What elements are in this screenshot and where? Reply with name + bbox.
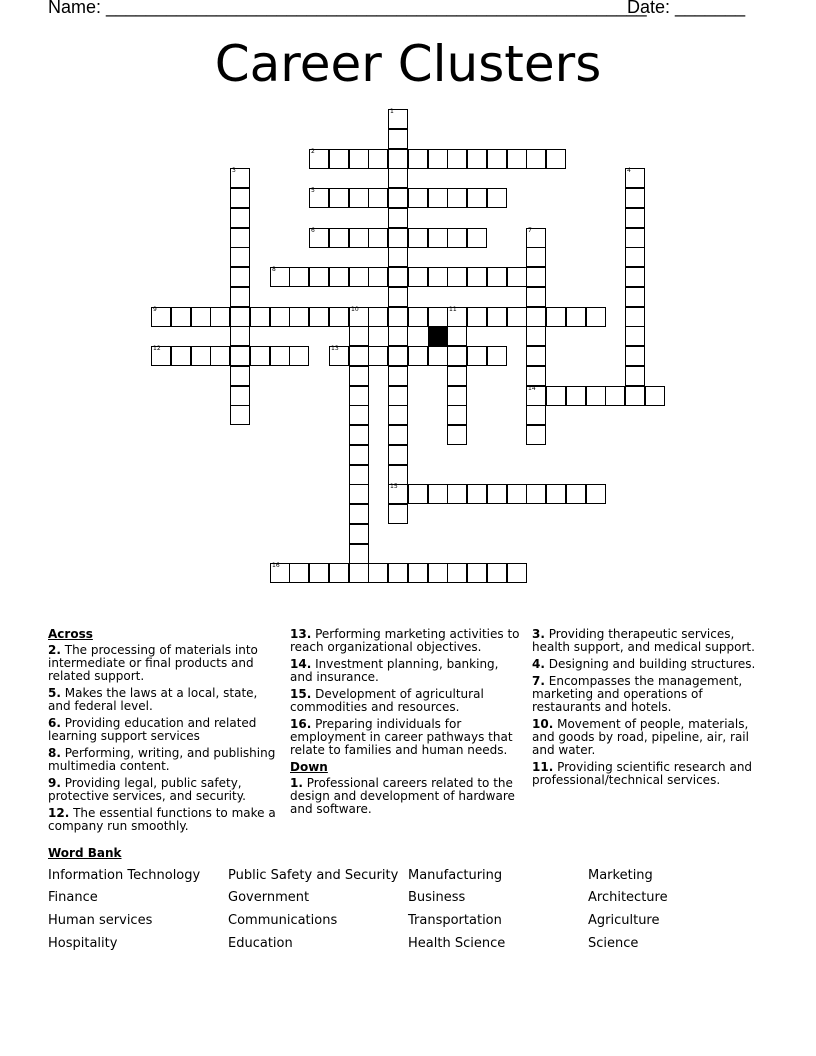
clue-across-5 [48,687,278,713]
grid-cell[interactable] [526,267,546,287]
grid-cell[interactable] [467,346,487,366]
grid-cell[interactable] [428,563,448,583]
grid-cell[interactable] [507,149,527,169]
grid-cell[interactable] [388,366,408,386]
grid-cell[interactable] [329,228,349,248]
grid-cell[interactable] [388,129,408,149]
grid-cell[interactable] [546,484,566,504]
grid-cell[interactable] [408,307,428,327]
word-bank-item: Science [588,936,639,951]
grid-cell[interactable] [270,267,290,287]
grid-cell[interactable] [349,346,369,366]
grid-cell[interactable] [349,267,369,287]
grid-cell[interactable] [230,247,250,267]
grid-cell[interactable] [349,425,369,445]
grid-cell[interactable] [210,346,230,366]
grid-cell[interactable] [526,366,546,386]
grid-cell[interactable] [625,386,645,406]
grid-cell[interactable] [349,405,369,425]
clue-number-label: 16 [272,562,280,569]
grid-cell[interactable] [388,208,408,228]
grid-cell[interactable] [408,484,428,504]
grid-cell[interactable] [447,405,467,425]
clue-across-14 [290,658,522,684]
grid-cell[interactable] [625,188,645,208]
clue-down-10 [532,718,758,757]
grid-cell[interactable] [586,386,606,406]
grid-cell[interactable] [408,149,428,169]
grid-cell[interactable] [447,563,467,583]
clue-number: 16. [290,717,312,731]
grid-cell[interactable] [230,188,250,208]
grid-cell[interactable] [289,307,309,327]
grid-cell[interactable] [625,307,645,327]
clue-number: 3. [532,627,545,641]
grid-cell[interactable] [289,267,309,287]
grid-cell[interactable] [526,484,546,504]
clue-number-label: 2 [311,148,315,155]
grid-cell[interactable] [349,307,369,327]
clue-column-2 [290,628,522,820]
grid-cell[interactable] [507,307,527,327]
grid-cell[interactable] [349,228,369,248]
grid-cell[interactable] [546,307,566,327]
grid-cell[interactable] [447,425,467,445]
grid-cell[interactable] [625,366,645,386]
clue-number-label: 5 [311,187,315,194]
grid-cell[interactable] [329,307,349,327]
word-bank-item: Transportation [408,913,502,928]
clue-across-2 [48,644,278,683]
grid-cell[interactable] [171,346,191,366]
across-heading: Across [48,627,93,641]
word-bank-item: Agriculture [588,913,660,928]
down-heading: Down [290,760,328,774]
grid-cell[interactable] [191,307,211,327]
grid-cell[interactable] [230,168,250,188]
grid-cell[interactable] [625,208,645,228]
grid-cell[interactable] [151,307,171,327]
grid-cell[interactable] [388,228,408,248]
clue-down-11 [532,761,758,787]
grid-cell[interactable] [388,267,408,287]
clue-number-label: 6 [311,227,315,234]
clue-text: Encompasses the management, marketing and operations of restaurants and hotels. [532,674,743,714]
grid-cell[interactable] [388,109,408,129]
clue-number-label: 14 [528,385,536,392]
grid-cell[interactable] [487,188,507,208]
grid-cell[interactable] [289,346,309,366]
grid-cell[interactable] [151,346,171,366]
word-bank-item: Education [228,936,293,951]
grid-cell[interactable] [388,445,408,465]
word-bank-item: Information Technology [48,868,201,883]
grid-cell[interactable] [329,188,349,208]
grid-cell[interactable] [368,228,388,248]
grid-cell[interactable] [289,563,309,583]
grid-cell[interactable] [368,307,388,327]
clue-text: Professional careers related to the design and development of hardware and software. [290,776,515,816]
grid-cell[interactable] [329,563,349,583]
clue-column-3 [532,628,758,791]
grid-cell[interactable] [388,425,408,445]
grid-cell[interactable] [368,346,388,366]
grid-cell[interactable] [526,307,546,327]
clue-down-3 [532,628,758,654]
grid-cell[interactable] [349,544,369,564]
grid-cell[interactable] [447,366,467,386]
clue-column-1 [48,628,278,837]
grid-cell[interactable] [447,228,467,248]
grid-cell[interactable] [230,405,250,425]
grid-cell[interactable] [625,168,645,188]
name-field[interactable]: Name: ______________________________________________________ [48,0,647,17]
clue-down-7 [532,675,758,714]
clue-across-13 [290,628,522,654]
grid-cell[interactable] [447,267,467,287]
clue-number: 4. [532,657,545,671]
clue-text: Providing legal, public safety, protective services, and security. [48,776,246,803]
blocked-cell [428,326,448,346]
grid-cell[interactable] [349,326,369,346]
grid-cell[interactable] [388,563,408,583]
grid-cell[interactable] [645,386,665,406]
grid-cell[interactable] [349,445,369,465]
word-bank-heading: Word Bank [48,846,122,860]
grid-cell[interactable] [625,326,645,346]
grid-cell[interactable] [309,149,329,169]
grid-cell[interactable] [526,228,546,248]
word-bank-item: Human services [48,913,153,928]
grid-cell[interactable] [388,504,408,524]
grid-cell[interactable] [368,267,388,287]
clue-number-label: 10 [351,306,359,313]
clue-text: Performing marketing activities to reach organizational objectives. [290,627,520,654]
grid-cell[interactable] [388,465,408,485]
clue-text: Designing and building structures. [548,657,756,671]
grid-cell[interactable] [447,188,467,208]
grid-cell[interactable] [230,208,250,228]
clue-down-1 [290,777,522,816]
grid-cell[interactable] [349,366,369,386]
grid-cell[interactable] [230,346,250,366]
grid-cell[interactable] [467,188,487,208]
grid-cell[interactable] [447,307,467,327]
grid-cell[interactable] [309,307,329,327]
clue-text: Providing scientific research and professional/technical services. [532,760,753,787]
grid-cell[interactable] [388,484,408,504]
grid-cell[interactable] [388,149,408,169]
grid-cell[interactable] [625,228,645,248]
clue-text: The processing of materials into intermediate or final products and related support. [48,643,258,683]
grid-cell[interactable] [507,563,527,583]
grid-cell[interactable] [309,228,329,248]
grid-cell[interactable] [428,228,448,248]
grid-cell[interactable] [625,267,645,287]
clue-text: Movement of people, materials, and goods by road, pipeline, air, rail and water. [532,717,749,757]
word-bank-item: Business [408,890,466,905]
grid-cell[interactable] [171,307,191,327]
grid-cell[interactable] [447,149,467,169]
clue-number: 1. [290,776,303,790]
grid-cell[interactable] [566,484,586,504]
grid-cell[interactable] [566,307,586,327]
clue-number-label: 8 [272,266,276,273]
grid-cell[interactable] [309,188,329,208]
clue-text: Makes the laws at a local, state, and federal level. [48,686,258,713]
grid-cell[interactable] [349,484,369,504]
grid-cell[interactable] [368,188,388,208]
grid-cell[interactable] [428,188,448,208]
clue-across-8 [48,747,278,773]
grid-cell[interactable] [447,326,467,346]
grid-cell[interactable] [546,386,566,406]
grid-cell[interactable] [605,386,625,406]
word-bank-item: Architecture [588,890,668,905]
grid-cell[interactable] [349,465,369,485]
clue-text: The essential functions to make a company run smoothly. [48,806,276,833]
clue-number: 10. [532,717,554,731]
grid-cell[interactable] [625,247,645,267]
grid-cell[interactable] [467,563,487,583]
clue-number: 8. [48,746,61,760]
clue-across-15 [290,688,522,714]
grid-cell[interactable] [349,504,369,524]
grid-cell[interactable] [526,247,546,267]
clue-number-label: 4 [627,167,631,174]
clue-number: 6. [48,716,61,730]
grid-cell[interactable] [408,267,428,287]
grid-cell[interactable] [250,307,270,327]
word-bank-item: Manufacturing [408,868,503,883]
grid-cell[interactable] [329,267,349,287]
grid-cell[interactable] [625,287,645,307]
clue-across-6 [48,717,278,743]
grid-cell[interactable] [349,386,369,406]
clue-number: 12. [48,806,70,820]
clue-number-label: 11 [449,306,457,313]
grid-cell[interactable] [586,484,606,504]
grid-cell[interactable] [428,346,448,366]
clue-number: 7. [532,674,545,688]
clue-across-12 [48,807,278,833]
clue-text: Performing, writing, and publishing multimedia content. [48,746,276,773]
clue-number: 14. [290,657,312,671]
grid-cell[interactable] [408,228,428,248]
grid-cell[interactable] [388,247,408,267]
grid-cell[interactable] [388,307,408,327]
grid-cell[interactable] [210,307,230,327]
grid-cell[interactable] [467,228,487,248]
clue-text: Investment planning, banking, and insurance. [290,657,499,684]
grid-cell[interactable] [388,168,408,188]
grid-cell[interactable] [309,267,329,287]
grid-cell[interactable] [329,346,349,366]
grid-cell[interactable] [487,307,507,327]
grid-cell[interactable] [428,267,448,287]
clue-text: Providing therapeutic services, health support, and medical support. [532,627,755,654]
word-bank-item: Health Science [408,936,506,951]
grid-cell[interactable] [526,287,546,307]
clue-number: 15. [290,687,312,701]
grid-cell[interactable] [467,267,487,287]
grid-cell[interactable] [447,346,467,366]
clue-number-label: 12 [153,345,161,352]
clue-number-label: 13 [331,345,339,352]
grid-cell[interactable] [191,346,211,366]
grid-cell[interactable] [487,563,507,583]
grid-cell[interactable] [428,307,448,327]
clue-number-label: 1 [390,108,394,115]
grid-cell[interactable] [230,307,250,327]
grid-cell[interactable] [349,563,369,583]
grid-cell[interactable] [408,188,428,208]
grid-cell[interactable] [526,149,546,169]
grid-cell[interactable] [349,149,369,169]
clue-text: Development of agricultural commodities and resources. [290,687,484,714]
grid-cell[interactable] [526,425,546,445]
grid-cell[interactable] [526,326,546,346]
clue-number: 11. [532,760,554,774]
grid-cell[interactable] [368,149,388,169]
grid-cell[interactable] [408,346,428,366]
clue-number-label: 9 [153,306,157,313]
grid-cell[interactable] [270,307,290,327]
grid-cell[interactable] [388,287,408,307]
clue-across-16 [290,718,522,757]
grid-cell[interactable] [230,287,250,307]
grid-cell[interactable] [526,386,546,406]
clue-number-label: 15 [390,483,398,490]
grid-cell[interactable] [487,149,507,169]
word-bank-item: Finance [48,890,98,905]
grid-cell[interactable] [487,267,507,287]
clue-number: 9. [48,776,61,790]
grid-cell[interactable] [467,307,487,327]
grid-cell[interactable] [230,228,250,248]
clue-number-label: 7 [528,227,532,234]
date-field[interactable]: Date: _______ [627,0,746,17]
grid-cell[interactable] [625,346,645,366]
word-bank-item: Hospitality [48,936,118,951]
grid-cell[interactable] [250,346,270,366]
grid-cell[interactable] [428,484,448,504]
grid-cell[interactable] [230,326,250,346]
grid-cell[interactable] [408,563,428,583]
grid-cell[interactable] [388,188,408,208]
grid-cell[interactable] [230,366,250,386]
grid-cell[interactable] [230,386,250,406]
clue-text: Providing education and related learning support services [48,716,257,743]
clue-across-9 [48,777,278,803]
grid-cell[interactable] [349,524,369,544]
grid-cell[interactable] [566,386,586,406]
grid-cell[interactable] [230,267,250,287]
grid-cell[interactable] [447,386,467,406]
grid-cell[interactable] [447,484,467,504]
grid-cell[interactable] [388,326,408,346]
grid-cell[interactable] [487,484,507,504]
grid-cell[interactable] [526,405,546,425]
grid-cell[interactable] [309,563,329,583]
grid-cell[interactable] [368,563,388,583]
clue-down-4 [532,658,758,671]
grid-cell[interactable] [507,484,527,504]
page-title: Career Clusters [214,35,602,93]
grid-cell[interactable] [270,563,290,583]
grid-cell[interactable] [270,346,290,366]
clue-number: 13. [290,627,312,641]
grid-cell[interactable] [546,149,566,169]
grid-cell[interactable] [329,149,349,169]
word-bank-item: Government [228,890,310,905]
grid-cell[interactable] [467,484,487,504]
grid-cell[interactable] [526,346,546,366]
word-bank-item: Communications [228,913,338,928]
clue-number: 5. [48,686,61,700]
grid-cell[interactable] [586,307,606,327]
word-bank-item: Public Safety and Security [228,868,399,883]
clue-text: Preparing individuals for employment in career pathways that relate to families and human needs. [290,717,513,757]
grid-cell[interactable] [349,188,369,208]
grid-cell[interactable] [388,405,408,425]
grid-cell[interactable] [467,149,487,169]
word-bank-item: Marketing [588,868,653,883]
grid-cell[interactable] [487,346,507,366]
grid-cell[interactable] [388,346,408,366]
grid-cell[interactable] [388,386,408,406]
grid-cell[interactable] [428,149,448,169]
clue-number-label: 3 [232,167,236,174]
grid-cell[interactable] [507,267,527,287]
clue-number: 2. [48,643,61,657]
